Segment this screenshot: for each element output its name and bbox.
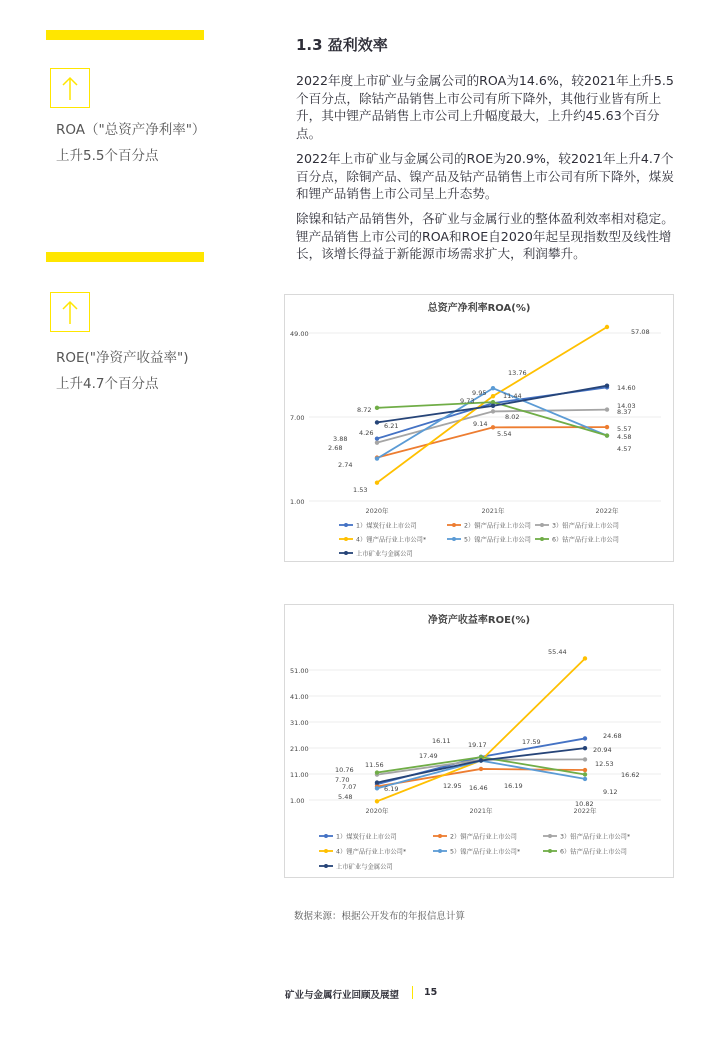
legend-label: 上市矿业与金属公司 — [356, 550, 413, 558]
data-point — [375, 481, 379, 485]
paragraph-2: 2022年上市矿业与金属公司的ROE为20.9%，较2021年上升4.7个百分点，除铜产品、镍产品及钴产品销售上市公司有所下降外，煤炭和锂产品销售上市公司呈上升态势。 — [296, 151, 674, 201]
roe-chart — [284, 604, 674, 878]
roa-chart-svg — [285, 295, 673, 561]
data-point — [375, 786, 379, 790]
paragraph-1: 2022年度上市矿业与金属公司的ROA为14.6%，较2021年上升5.5个百分点，除钴产品销售上市公司有所下降外，其他行业皆有所上升，其中锂产品销售上市公司上升幅度最大，上升约45.63个百分点。 — [296, 73, 674, 141]
data-label: 9.12 — [603, 788, 618, 796]
up-arrow-icon — [51, 293, 91, 333]
data-point — [375, 799, 379, 803]
data-label: 4.57 — [617, 445, 632, 453]
legend-marker — [344, 551, 348, 555]
data-label: 16.19 — [504, 782, 523, 790]
data-point — [583, 757, 587, 761]
legend-marker — [344, 523, 348, 527]
data-point — [605, 383, 609, 387]
data-point — [375, 770, 379, 774]
roe-chart-svg — [285, 605, 673, 877]
page-number: 15 — [424, 987, 438, 998]
data-label: 20.94 — [593, 746, 612, 754]
data-point — [491, 386, 495, 390]
data-point — [375, 440, 379, 444]
data-point — [375, 456, 379, 460]
x-tick-label: 2020年 — [365, 807, 389, 815]
data-point — [583, 777, 587, 781]
data-point — [605, 325, 609, 329]
data-label: 16.11 — [432, 737, 451, 745]
data-label: 6.21 — [384, 422, 399, 430]
legend-marker — [324, 849, 328, 853]
data-point — [583, 656, 587, 660]
legend-label: 2）铜产品行业上市公司 — [450, 833, 517, 841]
data-label: 9.14 — [473, 420, 488, 428]
data-label: 17.59 — [522, 738, 541, 746]
series-line — [377, 748, 585, 782]
legend-label: 5）镍产品行业上市公司 — [464, 536, 531, 544]
data-label: 5.48 — [338, 793, 353, 801]
data-point — [583, 772, 587, 776]
data-point — [605, 425, 609, 429]
data-label: 4.58 — [617, 433, 632, 441]
data-label: 21.00 — [290, 745, 309, 753]
data-label: 7.00 — [290, 414, 305, 422]
legend-label: 3）铝产品行业上市公司 — [552, 522, 619, 530]
legend-label: 上市矿业与金属公司 — [336, 863, 393, 871]
data-label: 7.70 — [335, 776, 350, 784]
data-label: 2.68 — [328, 444, 343, 452]
data-point — [491, 394, 495, 398]
data-label: 1.00 — [290, 797, 305, 805]
data-source-note: 数据来源：根据公开发布的年报信息计算 — [294, 911, 466, 922]
data-label: 57.08 — [631, 328, 650, 336]
legend-marker — [438, 849, 442, 853]
data-label: 7.07 — [342, 783, 357, 791]
legend-label: 4）锂产品行业上市公司* — [336, 848, 407, 856]
x-tick-label: 2022年 — [595, 507, 619, 515]
data-label: 14.60 — [617, 384, 636, 392]
data-label: 24.68 — [603, 732, 622, 740]
data-label: 55.44 — [548, 648, 567, 656]
data-label: 31.00 — [290, 719, 309, 727]
data-label: 8.72 — [357, 406, 372, 414]
legend-marker — [344, 537, 348, 541]
data-label: 51.00 — [290, 667, 309, 675]
legend-label: 1）煤炭行业上市公司 — [336, 833, 397, 841]
legend-marker — [438, 834, 442, 838]
data-point — [491, 425, 495, 429]
legend-label: 2）铜产品行业上市公司 — [464, 522, 531, 530]
data-label: 14.03 — [617, 402, 636, 410]
yellow-accent-bar — [46, 30, 204, 40]
data-label: 8.02 — [505, 413, 520, 421]
data-point — [375, 436, 379, 440]
data-point — [583, 736, 587, 740]
data-point — [375, 406, 379, 410]
data-label: 11.44 — [503, 392, 522, 400]
roa-chart — [284, 294, 674, 562]
data-label: 10.76 — [335, 766, 354, 774]
data-point — [583, 768, 587, 772]
data-point — [491, 404, 495, 408]
legend-marker — [540, 537, 544, 541]
x-tick-label: 2021年 — [481, 507, 505, 515]
section-title: 1.3 盈利效率 — [296, 36, 388, 54]
data-label: 12.53 — [595, 760, 614, 768]
legend-label: 1）煤炭行业上市公司 — [356, 522, 417, 530]
paragraph-3: 除镍和钴产品销售外，各矿业与金属行业的整体盈利效率相对稳定。锂产品销售上市公司的ROA和ROE自2020年起呈现指数型及线性增长，该增长得益于新能源市场需求扩大，利润攀升。 — [296, 211, 674, 261]
data-label: 1.53 — [353, 486, 368, 494]
data-label: 10.82 — [575, 800, 594, 808]
legend-marker — [452, 523, 456, 527]
roa-up-arrow-box — [50, 68, 90, 108]
legend-label: 3）铝产品行业上市公司* — [560, 833, 631, 841]
data-label: 11.56 — [365, 761, 384, 769]
data-point — [491, 409, 495, 413]
chart-title: 总资产净利率ROA(%) — [427, 303, 531, 314]
data-label: 17.49 — [419, 752, 438, 760]
data-label: 13.76 — [508, 369, 527, 377]
data-label: 16.46 — [469, 784, 488, 792]
legend-label: 5）镍产品行业上市公司* — [450, 848, 521, 856]
x-tick-label: 2022年 — [573, 807, 597, 815]
data-label: 5.54 — [497, 430, 512, 438]
x-tick-label: 2020年 — [365, 507, 389, 515]
roe-up-arrow-box — [50, 292, 90, 332]
data-label: 2.74 — [338, 461, 353, 469]
data-label: 3.88 — [333, 435, 348, 443]
data-point — [375, 420, 379, 424]
roa-label: ROA（"总资产净利率"） — [56, 122, 206, 138]
data-point — [605, 407, 609, 411]
data-label: 1.00 — [290, 498, 305, 506]
data-label: 12.95 — [443, 782, 462, 790]
footer-title: 矿业与金属行业回顾及展望 — [285, 990, 400, 1001]
up-arrow-icon — [51, 69, 91, 109]
data-label: 11.00 — [290, 771, 309, 779]
data-label: 5.57 — [617, 425, 632, 433]
data-label: 4.26 — [359, 429, 374, 437]
roe-label: ROE("净资产收益率") — [56, 350, 189, 366]
legend-marker — [540, 523, 544, 527]
data-point — [479, 758, 483, 762]
yellow-accent-bar — [46, 252, 204, 262]
legend-marker — [452, 537, 456, 541]
legend-marker — [324, 834, 328, 838]
legend-marker — [548, 849, 552, 853]
data-label: 9.73 — [460, 397, 475, 405]
data-point — [605, 433, 609, 437]
legend-marker — [324, 864, 328, 868]
data-point — [375, 780, 379, 784]
legend-marker — [548, 834, 552, 838]
legend-label: 6）钴产品行业上市公司 — [552, 536, 619, 544]
x-tick-label: 2021年 — [469, 807, 493, 815]
data-label: 8.37 — [617, 408, 632, 416]
data-label: 6.19 — [384, 785, 399, 793]
chart-title: 净资产收益率ROE(%) — [427, 615, 531, 626]
roe-change: 上升4.7个百分点 — [56, 376, 159, 392]
roa-change: 上升5.5个百分点 — [56, 148, 159, 164]
legend-label: 6）钴产品行业上市公司 — [560, 848, 627, 856]
data-point — [583, 746, 587, 750]
data-label: 16.62 — [621, 771, 640, 779]
data-label: 9.95 — [472, 389, 487, 397]
footer-divider — [412, 986, 413, 999]
data-label: 41.00 — [290, 693, 309, 701]
legend-label: 4）锂产品行业上市公司* — [356, 536, 427, 544]
series-line — [377, 427, 607, 458]
data-point — [479, 767, 483, 771]
data-label: 19.17 — [468, 741, 487, 749]
data-label: 49.00 — [290, 330, 309, 338]
